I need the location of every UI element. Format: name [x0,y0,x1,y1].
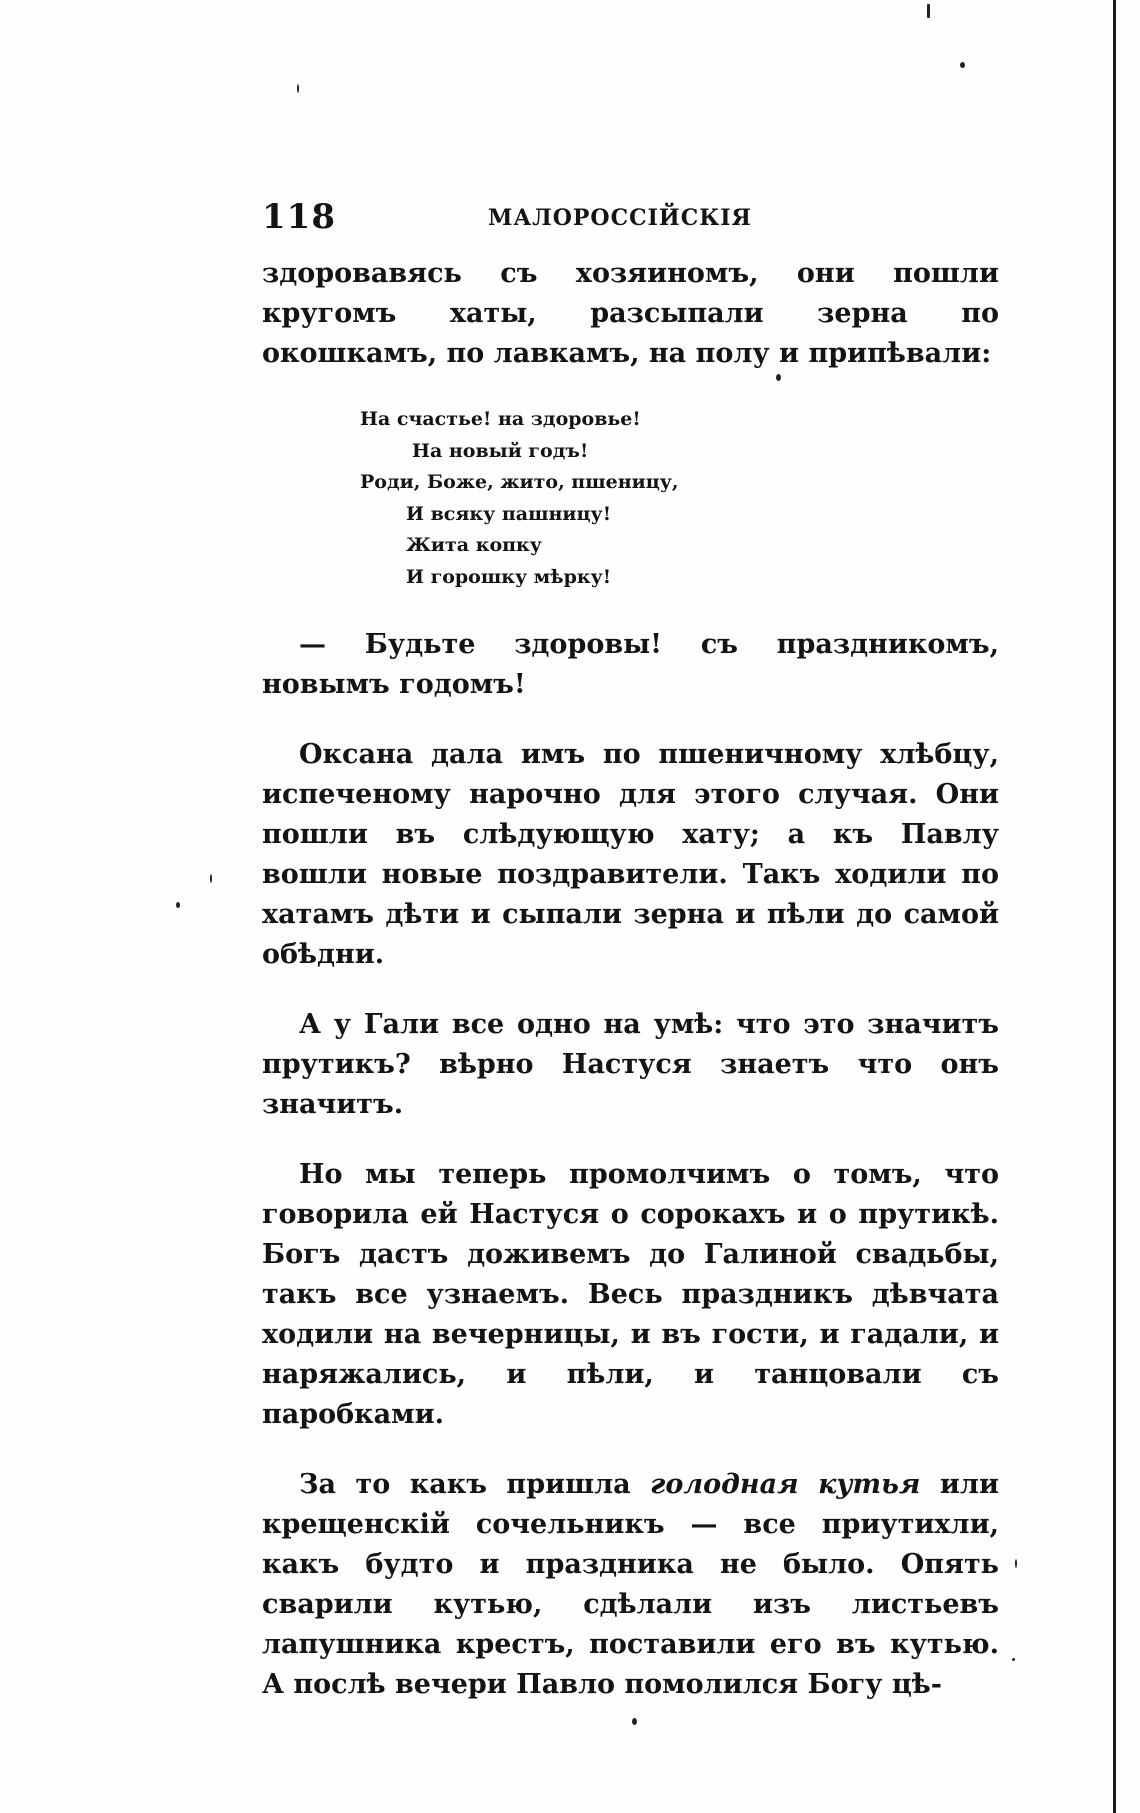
kutya-italic-phrase: голодная кутья [650,1469,921,1500]
verse-line: На счастье! на здоровье! [360,408,641,430]
paragraph-greeting: — Будьте здоровы! съ праздникомъ, новымъ годомъ! [262,629,999,700]
verse-line: На новый годъ! [412,439,589,462]
scan-speck [960,62,965,68]
body-text [262,254,999,1705]
verse-line: Роди, Боже, жито, пшеницу, [360,471,679,493]
page-number: 118 [262,197,336,237]
paragraph-silence: Но мы теперь промолчимъ о томъ, что говорила ей Настуся о сорокахъ и о прутикѣ. Богъ дастъ доживемъ до Галиной свадьбы, такъ все узнаемъ. Весь праздникъ дѣвчата ходили на вечерницы, и въ гости, и гадали, и наряжались, и пѣли, и танцовали съ паробками. [262,1159,999,1430]
kutya-text-end: или крещенскій сочельникъ — все приутихли, какъ будто и праздника не было. Опять сварили кутью, сдѣлали изъ листьевъ лапушника крестъ, поставили его въ кутью. А послѣ вечери Павло помолился Богу цѣ- [262,1469,999,1700]
scan-speck [210,874,212,883]
verse-line: И всяку пашницу! [406,502,612,525]
paragraph-oksana: Оксана дала имъ по пшеничному хлѣбцу, испеченому нарочно для этого случая. Они пошли въ слѣдующую хату; а къ Павлу вошли новые поздравители. Такъ ходили по хатамъ дѣти и сыпали зерна и пѣли до самой обѣдни. [262,739,999,970]
page-edge-line [1113,0,1116,1813]
verse-block [360,404,999,593]
scan-speck [927,4,930,18]
page-header [262,197,1002,237]
paragraph-galya: А у Гали все одно на умѣ: что это значитъ прутикъ? вѣрно Настуся знаетъ что онъ значитъ. [262,1009,999,1120]
paragraph-kutya [262,1465,999,1705]
running-head: МАЛОРОССІЙСКІЯ [488,205,752,231]
scan-speck [1015,1559,1017,1568]
verse-line: И горошку мѣрку! [406,565,612,588]
scan-speck [297,84,299,93]
paragraph-intro: здоровавясь съ хозяиномъ, они пошли кругомъ хаты, разсыпали зерна по окошкамъ, по лавкамъ, на полу и припѣвали: [262,258,999,369]
scan-speck [1012,1658,1015,1661]
kutya-text-start: За то какъ пришла [299,1469,651,1500]
verse-line: Жита копку [406,534,542,556]
scan-speck [632,1718,637,1725]
scan-speck [176,902,180,908]
